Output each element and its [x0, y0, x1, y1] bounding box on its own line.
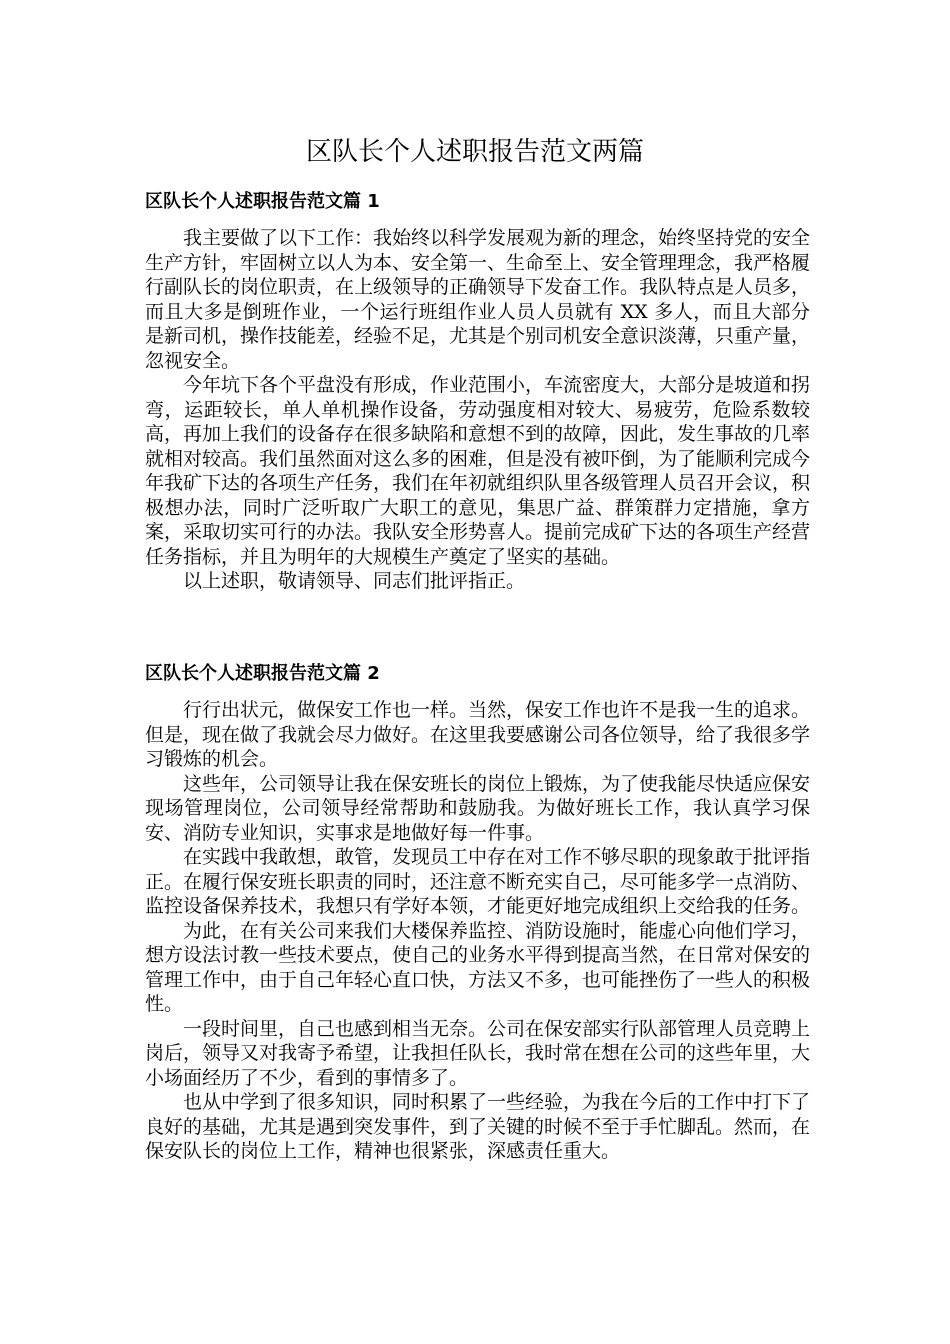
section-heading-2: 区队长个人述职报告范文篇 2	[145, 663, 380, 684]
section-1-body	[145, 226, 810, 594]
section-1-paragraph-3: 以上述职，敬请领导、同志们批评指正。	[183, 570, 526, 592]
section-1-paragraph-1: 我主要做了以下工作：我始终以科学发展观为新的理念，始终坚持党的安全生产方针，牢固树立以人为本、安全第一、生命至上、安全管理理念，我严格履行副队长的岗位职责，在上级领导的正确领导下发奋工作。我队特点是人员多，而且大多是倒班作业，一个运行班组作业人员人员就有 XX 多人，而且大部分是新司机，操作技能差，经验不足，尤其是个别司机安全意识淡薄，只重产量，忽视安全。	[145, 227, 811, 372]
section-2-paragraph-3: 在实践中我敢想，敢管，发现员工中存在对工作不够尽职的现象敢于批评指正。在履行保安班长职责的同时，还注意不断充实自己，尽可能多学一点消防、监控设备保养技术，我想只有学好本领，才能更好地完成组织上交给我的任务。	[145, 846, 811, 917]
section-2-paragraph-6: 也从中学到了很多知识，同时积累了一些经验，为我在今后的工作中打下了良好的基础，尤其是遇到突发事件，到了关键的时候不至于手忙脚乱。然而，在保安队长的岗位上工作，精神也很紧张，深感责任重大。	[145, 1091, 811, 1162]
section-2-body	[145, 698, 810, 1164]
section-1-paragraph-2: 今年坑下各个平盘没有形成，作业范围小，车流密度大，大部分是坡道和拐弯，运距较长，单人单机操作设备，劳动强度相对较大、易疲劳，危险系数较高，再加上我们的设备存在很多缺陷和意想不到的故障，因此，发生事故的几率就相对较高。我们虽然面对这么多的困难，但是没有被吓倒，为了能顺利完成今年我矿下达的各项生产任务，我们在年初就组织队里各级管理人员召开会议，积极想办法，同时广泛听取广大职工的意见，集思广益、群策群力定措施，拿方案，采取切实可行的办法。我队安全形势喜人。提前完成矿下达的各项生产经营任务指标，并且为明年的大规模生产奠定了坚实的基础。	[145, 374, 811, 568]
document-title: 区队长个人述职报告范文两篇	[305, 137, 644, 167]
section-heading-1: 区队长个人述职报告范文篇 1	[145, 191, 380, 212]
section-2-paragraph-4: 为此，在有关公司来我们大楼保养监控、消防设施时，能虚心向他们学习，想方设法讨教一些技术要点，使自己的业务水平得到提高当然，在日常对保安的管理工作中，由于自己年轻心直口快，方法又不多，也可能挫伤了一些人的积极性。	[145, 919, 811, 1015]
section-2-paragraph-2: 这些年，公司领导让我在保安班长的岗位上锻炼，为了使我能尽快适应保安现场管理岗位，公司领导经常帮助和鼓励我。为做好班长工作，我认真学习保安、消防专业知识，实事求是地做好每一件事。	[145, 772, 811, 844]
section-2-paragraph-5: 一段时间里，自己也感到相当无奈。公司在保安部实行队部管理人员竞聘上岗后，领导又对我寄予希望，让我担任队长，我时常在想在公司的这些年里，大小场面经历了不少，看到的事情多了。	[145, 1017, 811, 1089]
section-2-paragraph-1: 行行出状元，做保安工作也一样。当然，保安工作也许不是我一生的追求。但是，现在做了我就会尽力做好。在这里我要感谢公司各位领导，给了我很多学习锻炼的机会。	[145, 699, 811, 770]
